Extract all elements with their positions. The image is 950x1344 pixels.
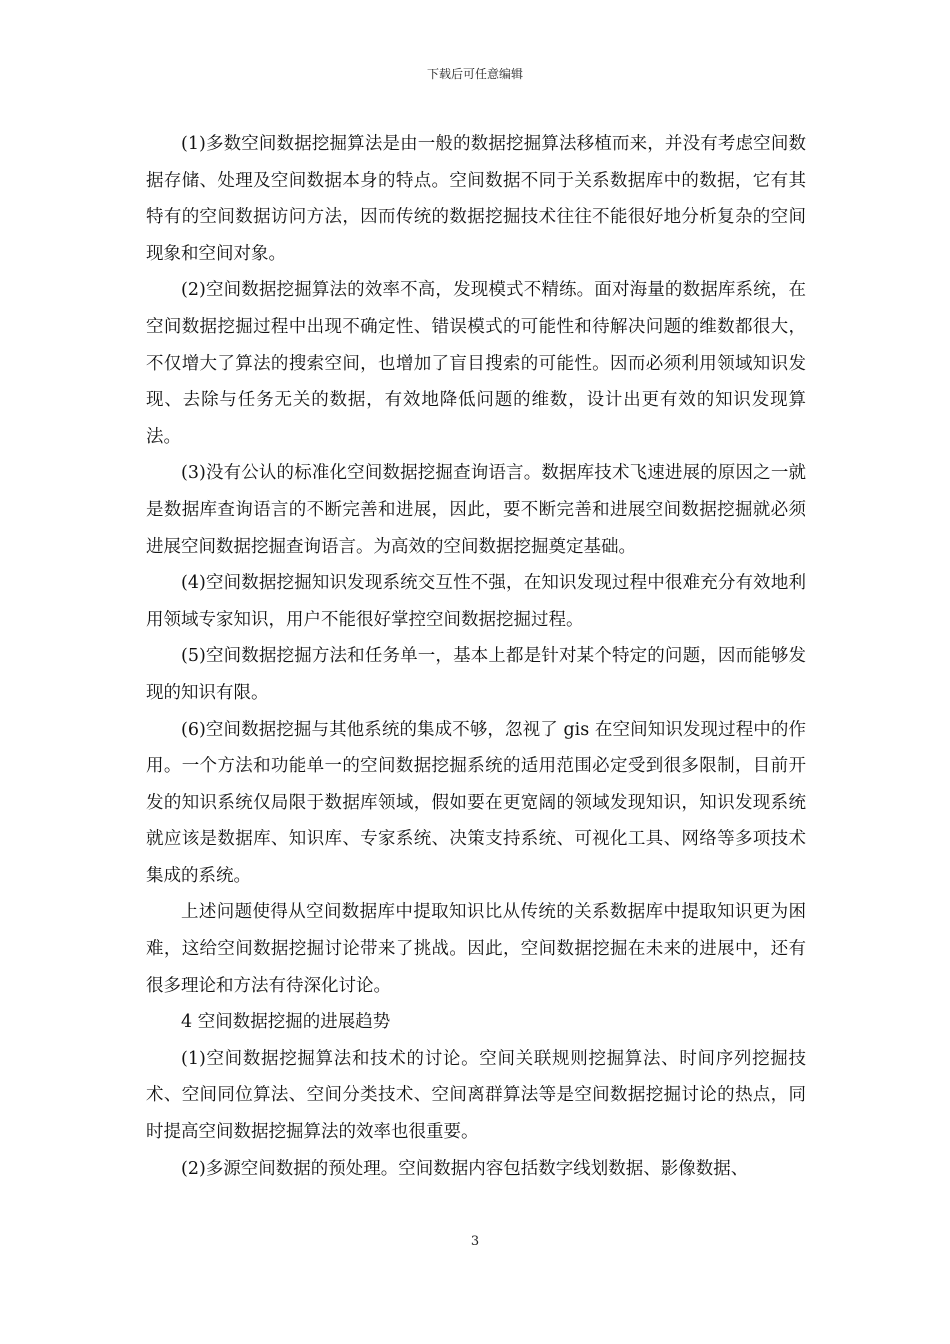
paragraph-8: (1)空间数据挖掘算法和技术的讨论。空间关联规则挖掘算法、时间序列挖掘技术、空间同位算法、空间分类技术、空间离群算法等是空间数据挖掘讨论的热点，同时提高空间数据挖掘算法的效率也很重要。 <box>146 1048 806 1143</box>
document-body <box>146 126 806 1187</box>
paragraph-1: (1)多数空间数据挖掘算法是由一般的数据挖掘算法移植而来，并没有考虑空间数据存储、处理及空间数据本身的特点。空间数据不同于关系数据库中的数据，它有其特有的空间数据访问方法，因而传统的数据挖掘技术往往不能很好地分析复杂的空间现象和空间对象。 <box>146 134 806 264</box>
section-heading: 4 空间数据挖掘的进展趋势 <box>181 1012 391 1033</box>
paragraph-9: (2)多源空间数据的预处理。空间数据内容包括数字线划数据、影像数据、 <box>181 1158 749 1179</box>
paragraph-2: (2)空间数据挖掘算法的效率不高，发现模式不精练。面对海量的数据库系统，在空间数据挖掘过程中出现不确定性、错误模式的可能性和待解决问题的维数都很大，不仅增大了算法的搜索空间，也增加了盲目搜索的可能性。因而必须利用领域知识发现、去除与任务无关的数据，有效地降低问题的维数，设计出更有效的知识发现算法。 <box>146 280 806 447</box>
paragraph-7: 上述问题使得从空间数据库中提取知识比从传统的关系数据库中提取知识更为困难，这给空间数据挖掘讨论带来了挑战。因此，空间数据挖掘在未来的进展中，还有很多理论和方法有待深化讨论。 <box>146 902 806 996</box>
page-number: 3 <box>470 1234 480 1249</box>
paragraph-5: (5)空间数据挖掘方法和任务单一，基本上都是针对某个特定的问题，因而能够发现的知识有限。 <box>146 646 806 703</box>
paragraph-4: (4)空间数据挖掘知识发现系统交互性不强，在知识发现过程中很难充分有效地利用领域专家知识，用户不能很好掌控空间数据挖掘过程。 <box>146 573 806 630</box>
paragraph-3: (3)没有公认的标准化空间数据挖掘查询语言。数据库技术飞速进展的原因之一就是数据库查询语言的不断完善和进展，因此，要不断完善和进展空间数据挖掘就必须进展空间数据挖掘查询语言。为高效的空间数据挖掘奠定基础。 <box>146 463 806 557</box>
paragraph-6: (6)空间数据挖掘与其他系统的集成不够，忽视了 gis 在空间知识发现过程中的作用。一个方法和功能单一的空间数据挖掘系统的适用范围必定受到很多限制，目前开发的知识系统仅局限于数据库领域，假如要在更宽阔的领域发现知识，知识发现系统就应该是数据库、知识库、专家系统、决策支持系统、可视化工具、网络等多项技术集成的系统。 <box>146 719 806 886</box>
page-header: 下载后可任意编辑 <box>426 67 523 81</box>
